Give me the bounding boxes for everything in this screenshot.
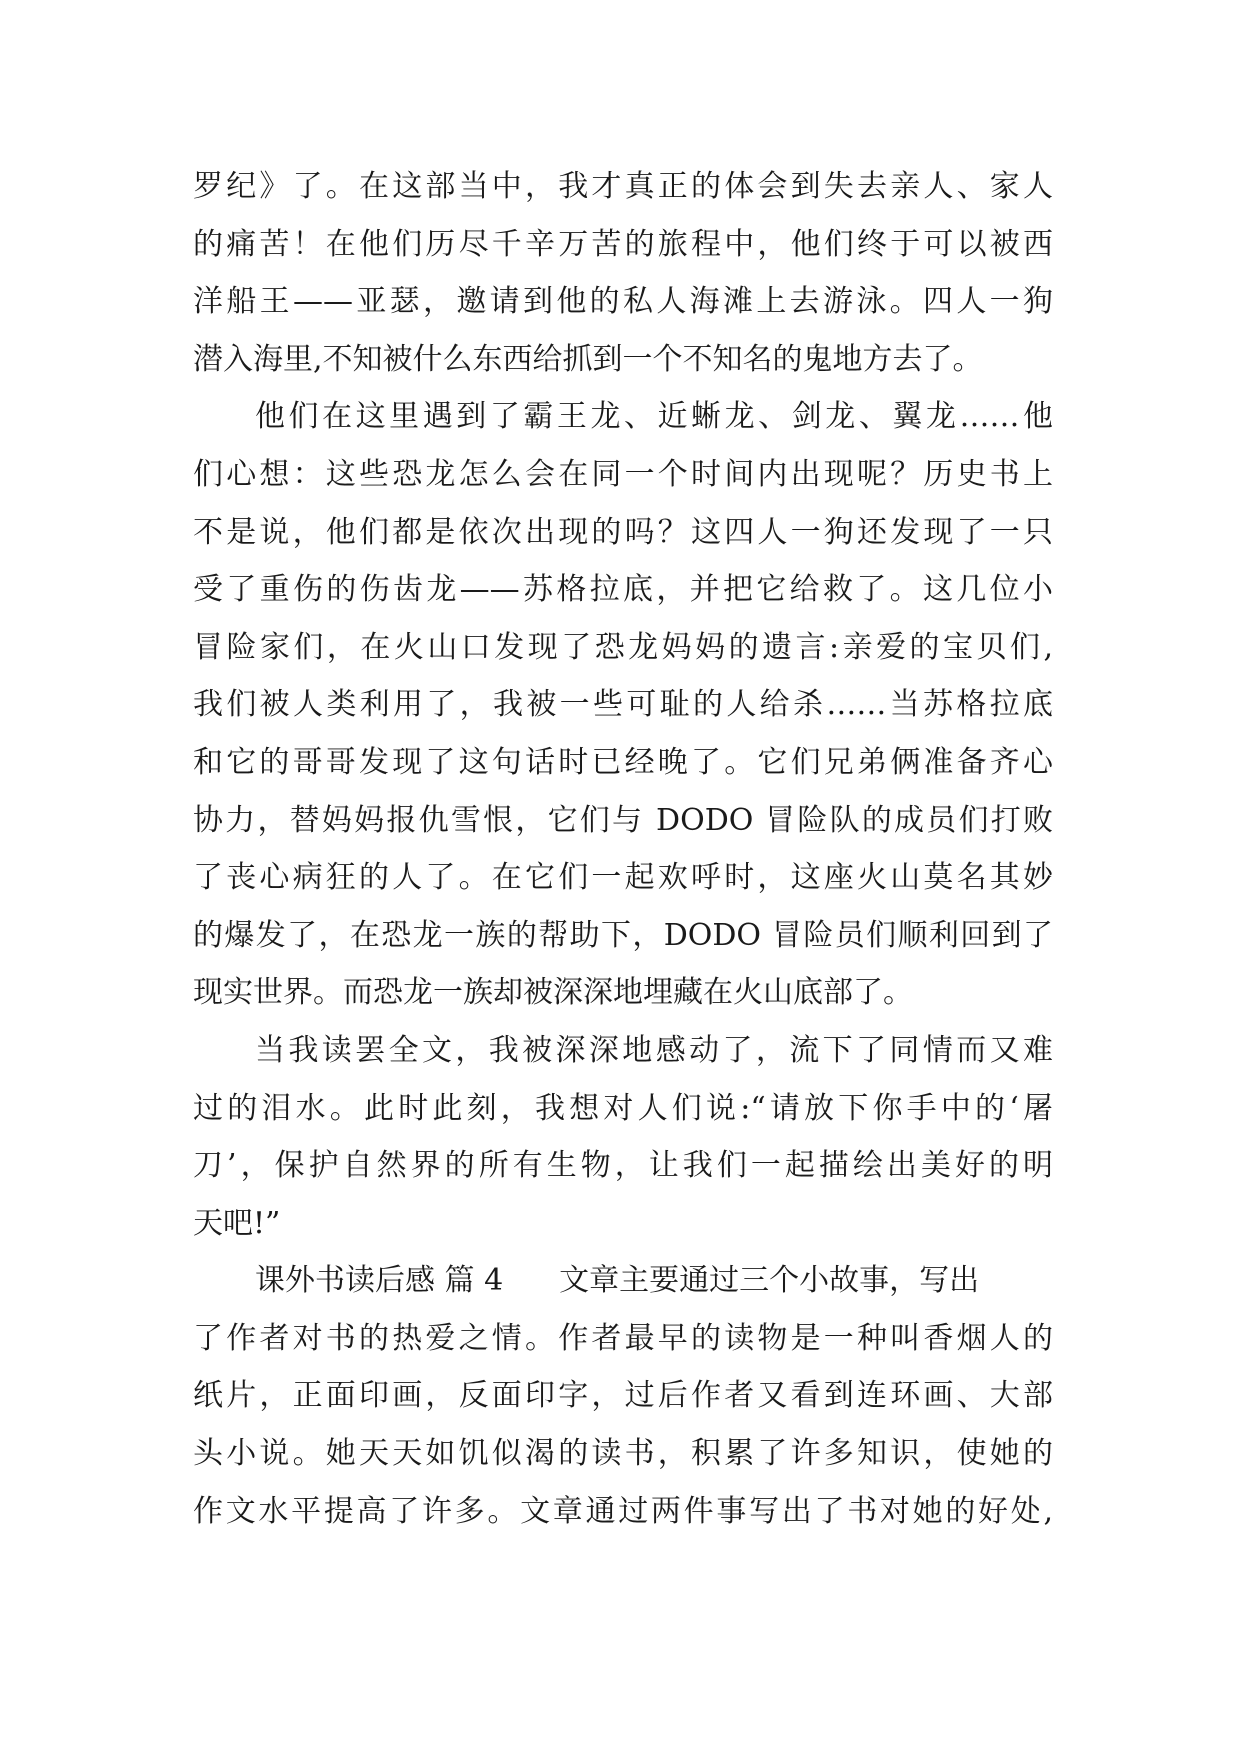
text-line: 受了重伤的伤齿龙——苏格拉底，并把它给救了。这几位小 — [193, 572, 1053, 608]
text-line: 了丧心病狂的人了。在它们一起欢呼时，这座火山莫名其妙 — [193, 860, 1053, 896]
text-line: 头小说。她天天如饥似渴的读书，积累了许多知识，使她的 — [193, 1436, 1053, 1472]
text-line: 文章主要通过三个小故事，写出 — [559, 1263, 980, 1299]
text-line: 冒险家们，在火山口发现了恐龙妈妈的遗言:亲爱的宝贝们, — [193, 629, 1053, 665]
text-line: 天吧!” — [193, 1205, 281, 1241]
text-line: 我们被人类利用了，我被一些可耻的人给杀……当苏格拉底 — [193, 687, 1053, 723]
text-line: 们心想：这些恐龙怎么会在同一个时间内出现呢？历史书上 — [193, 456, 1053, 492]
section-heading-line — [193, 1252, 1053, 1310]
text-line: 纸片，正面印画，反面印字，过后作者又看到连环画、大部 — [193, 1378, 1053, 1414]
section-heading: 课外书读后感 篇 4 — [255, 1263, 504, 1299]
text-line: 了作者对书的热爱之情。作者最早的读物是一种叫香烟人的 — [193, 1320, 1053, 1356]
text-line: 现实世界。而恐龙一族却被深深地埋藏在火山底部了。 — [193, 975, 913, 1011]
text-line: 当我读罢全文，我被深深地感动了，流下了同情而又难 — [255, 1032, 1053, 1068]
text-line: 过的泪水。此时此刻，我想对人们说:“请放下你手中的‘屠 — [193, 1090, 1053, 1126]
text-line: 作文水平提高了许多。文章通过两件事写出了书对她的好处, — [193, 1493, 1053, 1529]
text-line: 罗纪》了。在这部当中，我才真正的体会到失去亲人、家人 — [193, 169, 1053, 204]
text-line: 他们在这里遇到了霸王龙、近蜥龙、剑龙、翼龙……他 — [255, 399, 1053, 435]
text-line: 洋船王——亚瑟，邀请到他的私人海滩上去游泳。四人一狗 — [193, 284, 1053, 320]
text-line: 不是说，他们都是依次出现的吗？这四人一狗还发现了一只 — [193, 514, 1053, 550]
body-text — [193, 158, 1053, 1540]
text-line: 和它的哥哥发现了这句话时已经晚了。它们兄弟俩准备齐心 — [193, 744, 1053, 780]
text-line: 刀’，保护自然界的所有生物，让我们一起描绘出美好的明 — [193, 1148, 1053, 1184]
text-line: 协力，替妈妈报仇雪恨，它们与 DODO 冒险队的成员们打败 — [193, 802, 1053, 838]
text-line: 潜入海里,不知被什么东西给抓到一个不知名的鬼地方去了。 — [193, 341, 983, 377]
text-line: 的痛苦！在他们历尽千辛万苦的旅程中，他们终于可以被西 — [193, 226, 1053, 262]
text-line: 的爆发了，在恐龙一族的帮助下，DODO 冒险员们顺利回到了 — [193, 917, 1053, 953]
